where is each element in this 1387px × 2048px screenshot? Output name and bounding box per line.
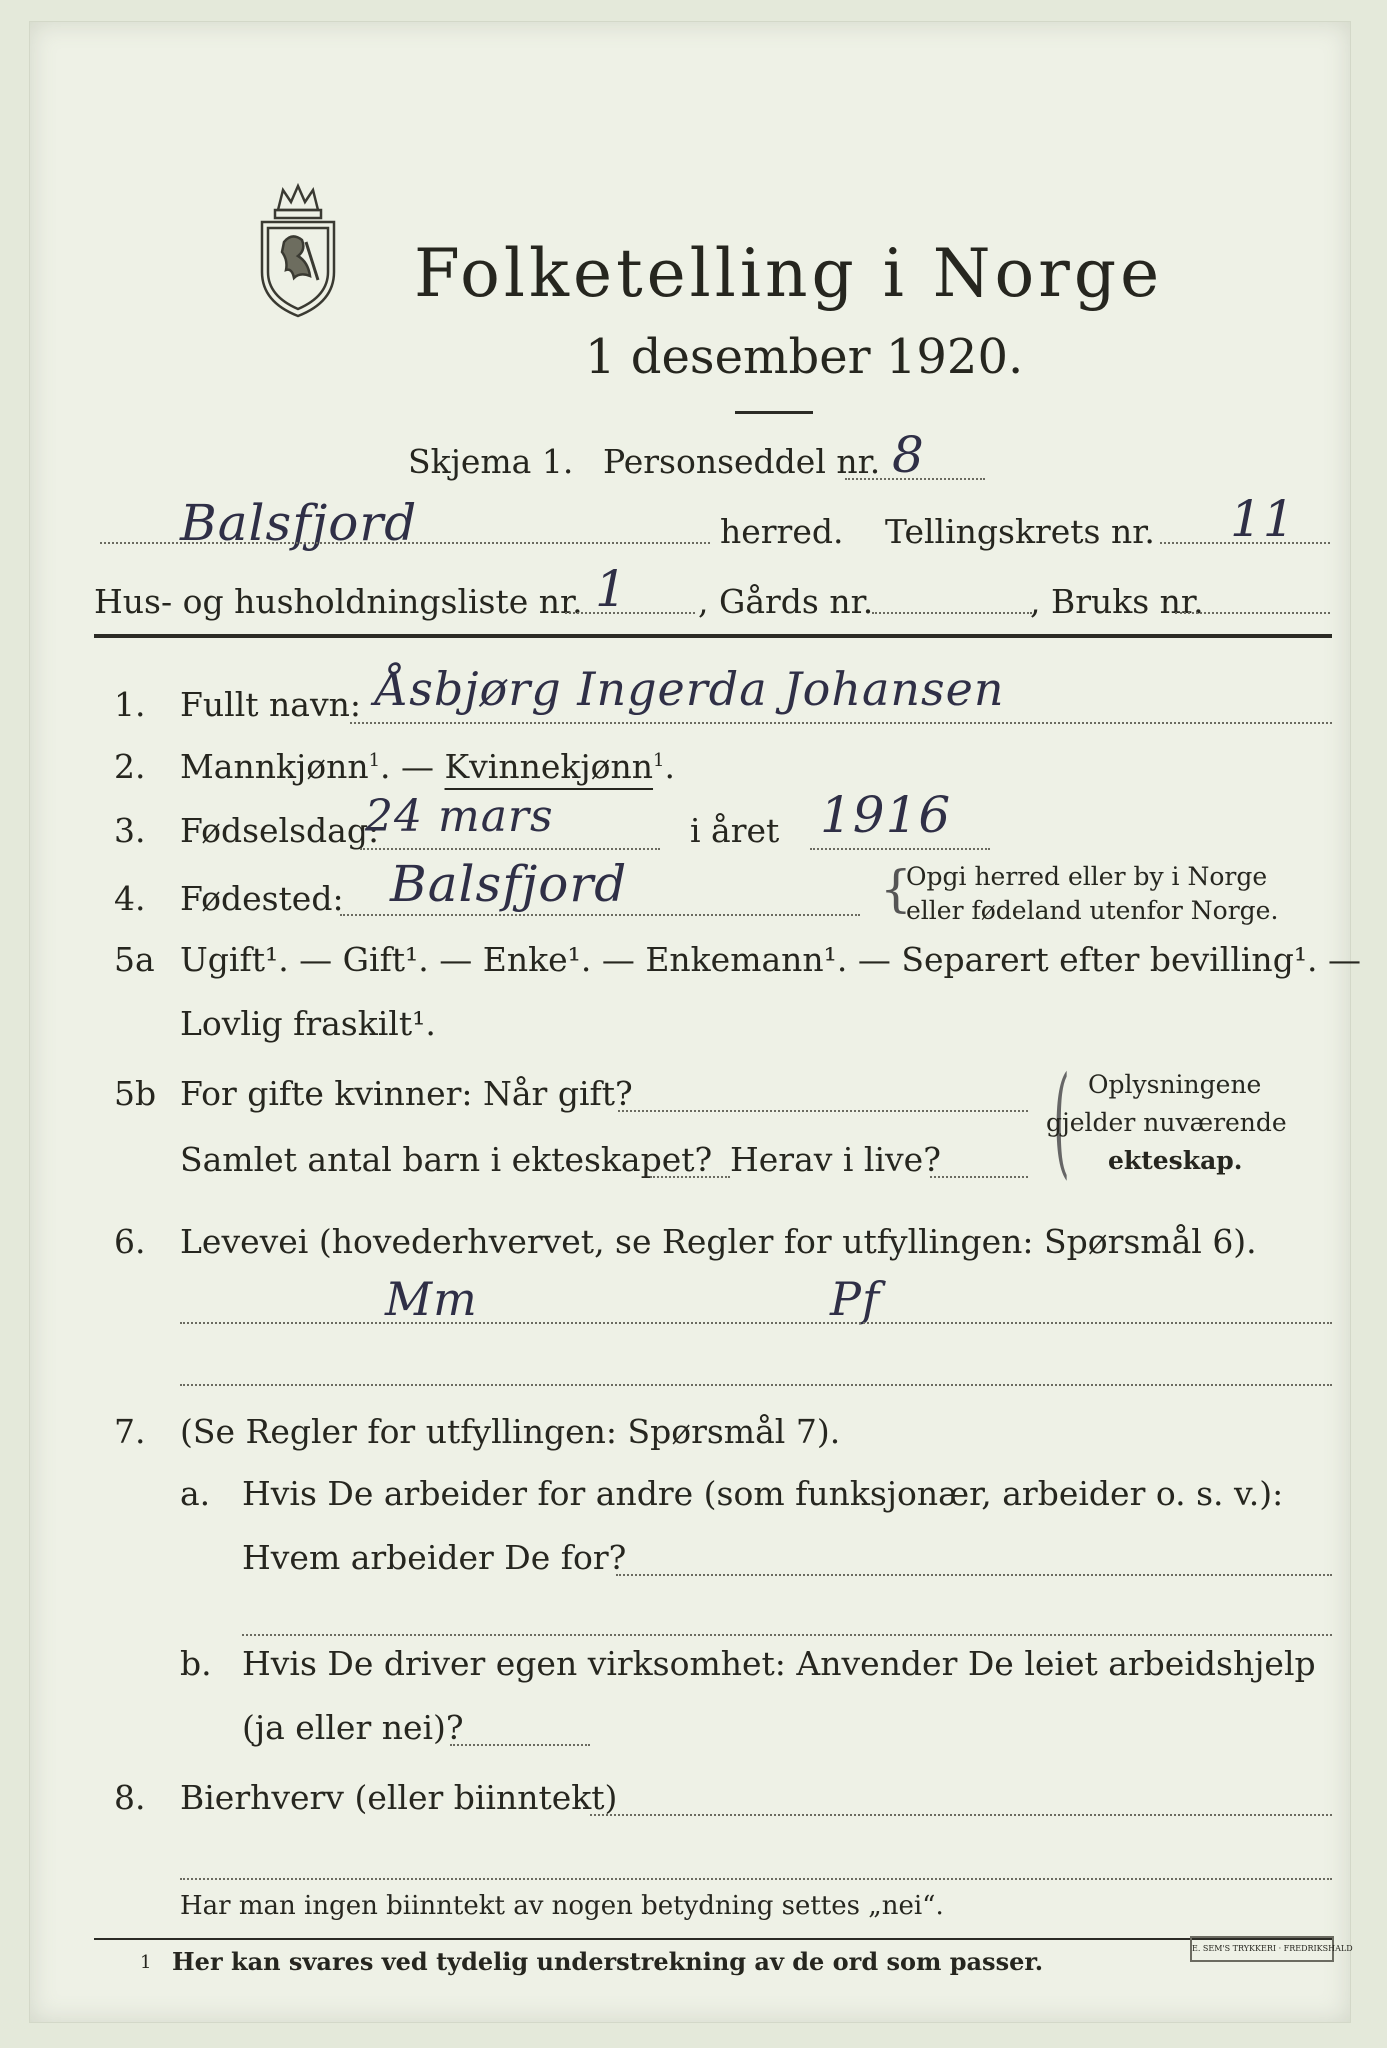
male-option[interactable]: Mannkjønn [180,747,369,786]
q7b-letter: b. [180,1644,212,1683]
birthplace-field[interactable] [340,914,860,916]
q5b-label-living: Herav i live? [730,1140,941,1179]
q6-number: 6. [114,1222,146,1261]
birth-year-value: 1916 [820,786,952,844]
footnote-rule [94,1938,1332,1940]
footnote-text: Her kan svares ved tydelig understrekning av de ord som passer. [172,1947,1044,1976]
birthday-value: 24 mars [365,791,554,842]
married-date-field[interactable] [618,1110,1028,1112]
q8-number: 8. [114,1778,146,1817]
q5b-note-1: Oplysningene [1088,1070,1262,1099]
bruks-field[interactable] [1175,612,1330,614]
q4-note-2: eller fødeland utenfor Norge. [906,896,1279,925]
employer-field-1[interactable] [616,1574,1332,1576]
herred-label: herred. [720,512,844,551]
q6-label: Levevei (hovederhvervet, se Regler for utfyllingen: Spørsmål 6). [180,1222,1257,1261]
q1-label: Fullt navn: [180,685,361,724]
tellingskrets-value: 11 [1230,490,1296,548]
q4-brace: { [880,860,912,918]
occupation-value: Mm [385,1272,478,1326]
printer-stamp: E. SEM'S TRYKKERI · FREDRIKSHALD [1190,1936,1334,1962]
birthday-field[interactable] [360,848,660,850]
q3-label: Fødselsdag: [180,811,380,850]
year-label: i året [690,811,780,850]
gards-field[interactable] [872,612,1032,614]
gender-options: Mannkjønn$^1$. — Kvinnekjønn$^1$. [180,747,675,786]
marital-status-divorced[interactable]: Lovlig fraskilt¹. [180,1004,436,1043]
q4-note-1: Opgi herred eller by i Norge [906,862,1268,891]
q5a-number: 5a [114,940,155,979]
form-title: Folketelling i Norge [414,235,1164,312]
q5b-note-2: gjelder nuværende [1046,1108,1287,1137]
side-income-field-1[interactable] [590,1814,1332,1816]
q5b-label-children: Samlet antal barn i ekteskapet? [180,1140,713,1179]
female-option[interactable]: Kvinnekjønn [444,747,654,786]
q7a-text: Hvis De arbeider for andre (som funksjonær, arbeider o. s. v.): [242,1474,1284,1513]
personseddel-label: Personseddel nr. [603,442,881,481]
q7b-question: (ja eller nei)? [242,1708,464,1747]
title-divider [735,411,813,414]
q5b-label-married: For gifte kvinner: Når gift? [180,1074,633,1113]
hus-value: 1 [595,560,628,618]
employer-field-2[interactable] [242,1634,1332,1636]
children-count-field[interactable] [650,1176,730,1178]
coat-of-arms-icon [248,180,348,320]
header-rule [94,634,1332,638]
q7a-letter: a. [180,1474,211,1513]
occupation-field-1[interactable] [180,1322,1332,1324]
q5b-number: 5b [114,1074,157,1113]
tellingskrets-label: Tellingskrets nr. [885,512,1155,551]
census-date: 1 desember 1920. [585,329,1024,385]
q1-number: 1. [114,685,146,724]
q7-number: 7. [114,1412,146,1451]
q7a-question: Hvem arbeider De for? [242,1538,627,1577]
footnote-mark: 1 [140,1952,152,1973]
hired-help-field[interactable] [450,1744,590,1746]
q8-note: Har man ingen biinntekt av nogen betydning settes „nei“. [180,1891,944,1921]
side-income-field-2[interactable] [180,1878,1332,1880]
bruks-label: , Bruks nr. [1030,582,1204,621]
gards-label: , Gårds nr. [698,582,874,621]
hus-label: Hus- og husholdningsliste nr. [94,582,583,621]
hus-field[interactable] [565,612,695,614]
q7b-text: Hvis De driver egen virksomhet: Anvender De leiet arbeidshjelp [242,1644,1316,1683]
occupation-field-2[interactable] [180,1384,1332,1386]
q4-label: Fødested: [180,879,344,918]
q5b-bracket: ( [1053,1052,1070,1191]
herred-value: Balsfjord [180,494,418,552]
children-living-field[interactable] [930,1176,1028,1178]
q2-number: 2. [114,747,146,786]
q4-number: 4. [114,879,146,918]
q5b-note-3: ekteskap. [1108,1146,1243,1175]
q3-number: 3. [114,811,146,850]
skjema-label: Skjema 1. [408,442,574,481]
occupation-value-2: Pf [830,1272,880,1326]
q7-label: (Se Regler for utfyllingen: Spørsmål 7). [180,1412,841,1451]
marital-status-options[interactable]: Ugift¹. — Gift¹. — Enke¹. — Enkemann¹. — Separert efter bevilling¹. — [180,940,1362,979]
birthplace-value: Balsfjord [390,855,628,913]
personseddel-value: 8 [892,426,925,484]
census-form [30,22,1362,2022]
q8-label: Bierhverv (eller biinntekt) [180,1778,618,1817]
full-name-field[interactable] [350,722,1332,724]
birth-year-field[interactable] [810,848,990,850]
herred-field[interactable] [100,542,710,544]
full-name-value: Åsbjørg Ingerda Johansen [375,662,1005,716]
